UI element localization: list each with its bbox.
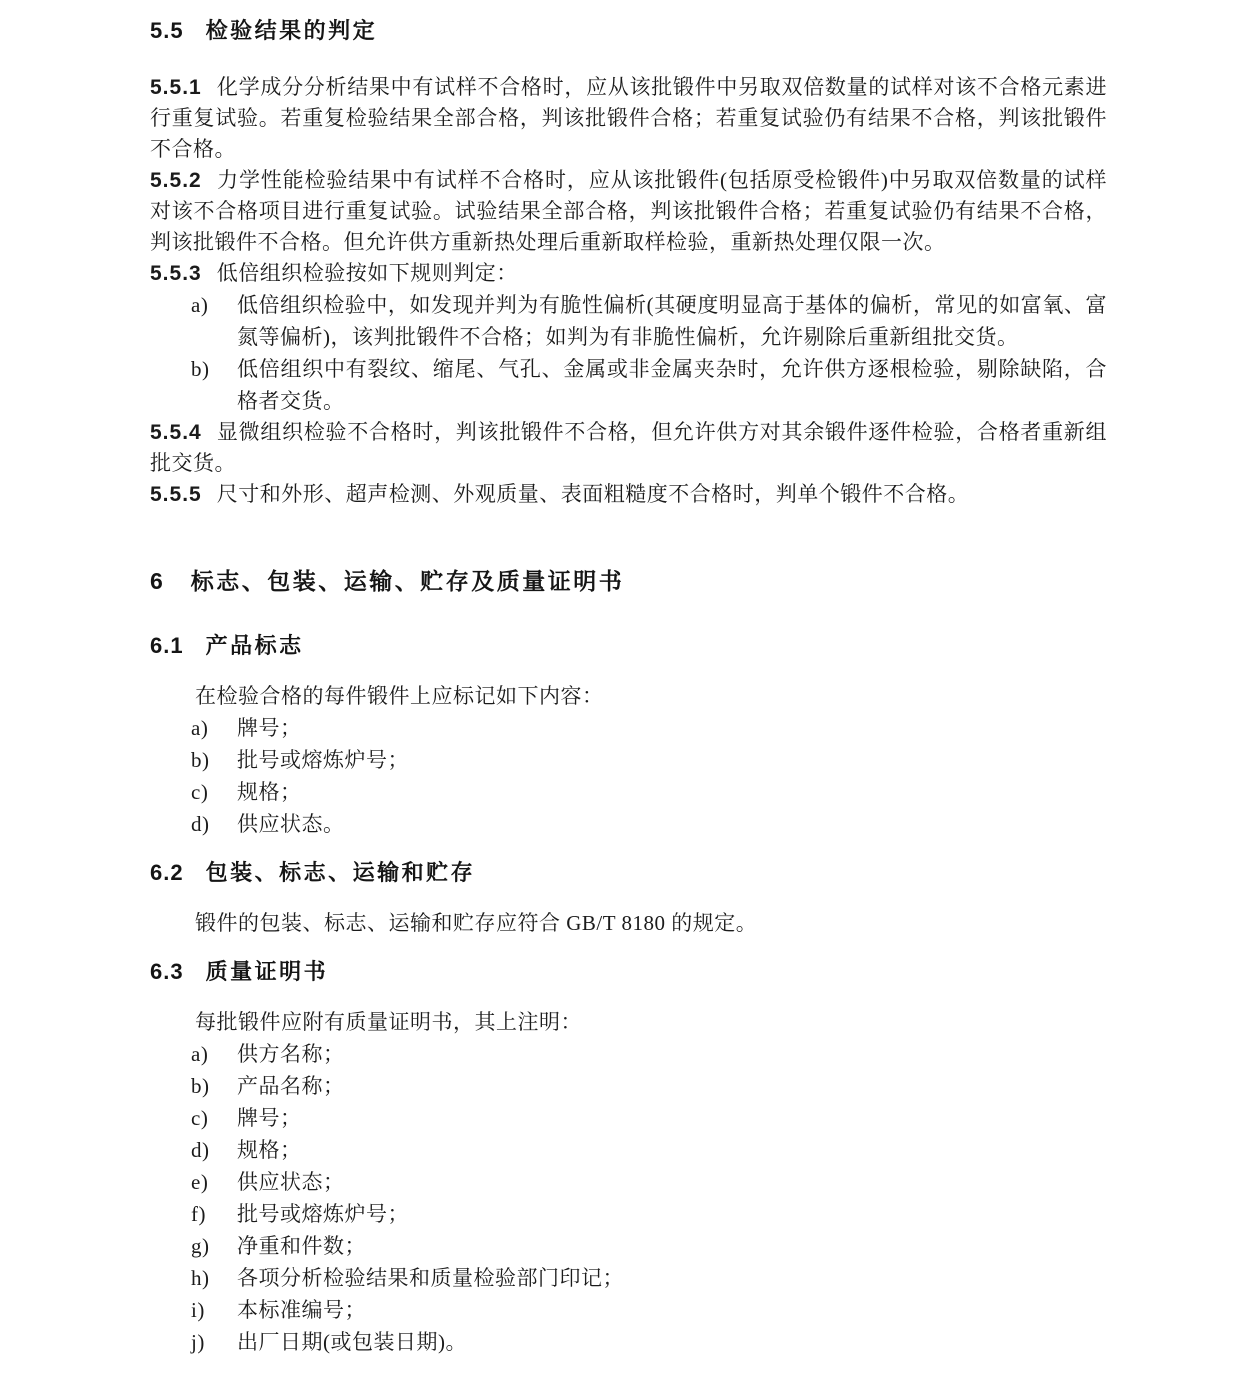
list-item: [150, 1294, 1107, 1326]
section-title: 质量证明书: [205, 959, 329, 984]
clause-text: 低倍组织检验按如下规则判定：: [216, 261, 518, 285]
list-item-letter: b): [191, 1074, 210, 1098]
clause-text: 力学性能检验结果中有试样不合格时，应从该批锻件(包括原受检锻件)中另取双倍数量的试样对该不合格项目进行重复试验。试验结果全部合格，判该批锻件合格；若重复试验仍有结果不合格，判该批锻件不合格。但允许供方重新热处理后重新取样检验，重新热处理仅限一次。: [150, 168, 1107, 254]
list-item-text: 牌号；: [237, 716, 302, 740]
list-item: [150, 1198, 1107, 1230]
clause-number: 5.5.4: [150, 421, 202, 444]
list-item-letter: f): [191, 1202, 206, 1226]
list-item: [150, 289, 1107, 353]
section-title: 产品标志: [205, 633, 304, 658]
list-item-text: 批号或熔炼炉号；: [237, 748, 409, 772]
lead-paragraph: [150, 908, 1107, 939]
section-title: 标志、包装、运输、贮存及质量证明书: [190, 568, 625, 594]
list-item-text: 各项分析检验结果和质量检验部门印记；: [237, 1266, 624, 1290]
list-item: [150, 1102, 1107, 1134]
section-heading: [150, 858, 1107, 888]
list-item-text: 本标准编号；: [237, 1298, 366, 1322]
list-item-letter: h): [191, 1266, 210, 1290]
list-item-letter: a): [191, 1042, 209, 1066]
section-heading: [150, 565, 1107, 597]
list-item-text: 供应状态。: [237, 812, 345, 836]
section-heading: [150, 16, 1107, 46]
clause-paragraph: [150, 417, 1107, 479]
list-item: [150, 808, 1107, 840]
section-title: 包装、标志、运输和贮存: [205, 860, 476, 885]
list-item-text: 净重和件数；: [237, 1234, 366, 1258]
list-item-letter: e): [191, 1170, 209, 1194]
list-item-text: 批号或熔炼炉号；: [237, 1202, 409, 1226]
list-item-letter: d): [191, 1138, 210, 1162]
list-item: [150, 1326, 1107, 1358]
lead-paragraph: [150, 681, 1107, 712]
section-title: 检验结果的判定: [205, 18, 378, 43]
list-item: [150, 1070, 1107, 1102]
list-item-text: 供应状态；: [237, 1170, 345, 1194]
list-item-text: 出厂日期(或包装日期)。: [237, 1330, 467, 1354]
paragraph-text: 每批锻件应附有质量证明书，其上注明：: [195, 1010, 582, 1034]
list-item: [150, 1038, 1107, 1070]
list-item-text: 低倍组织中有裂纹、缩尾、气孔、金属或非金属夹杂时，允许供方逐根检验，剔除缺陷，合格者交货。: [237, 357, 1107, 413]
paragraph-text: 锻件的包装、标志、运输和贮存应符合 GB/T 8180 的规定。: [195, 911, 758, 935]
clause-paragraph: [150, 479, 1107, 510]
list-item-letter: a): [191, 716, 209, 740]
section-number: 6.1: [150, 633, 184, 658]
list-item-letter: a): [191, 293, 209, 317]
list-item-letter: b): [191, 357, 210, 381]
list-item-text: 牌号；: [237, 1106, 302, 1130]
clause-paragraph: [150, 165, 1107, 258]
section-number: 5.5: [150, 18, 184, 43]
section-heading: [150, 957, 1107, 987]
list-item-text: 产品名称；: [237, 1074, 345, 1098]
list-item-letter: c): [191, 1106, 209, 1130]
list-item: [150, 1230, 1107, 1262]
list-item-text: 供方名称；: [237, 1042, 345, 1066]
clause-text: 化学成分分析结果中有试样不合格时，应从该批锻件中另取双倍数量的试样对该不合格元素进行重复试验。若重复检验结果全部合格，判该批锻件合格；若重复试验仍有结果不合格，判该批锻件不合格。: [150, 75, 1107, 161]
list-item: [150, 1166, 1107, 1198]
clause-paragraph: [150, 258, 1107, 289]
list-item: [150, 353, 1107, 417]
list-item-text: 规格；: [237, 1138, 302, 1162]
clause-paragraph: [150, 72, 1107, 165]
list-item-letter: d): [191, 812, 210, 836]
list-item: [150, 712, 1107, 744]
list-item: [150, 1262, 1107, 1294]
clause-number: 5.5.5: [150, 483, 202, 506]
lead-paragraph: [150, 1007, 1107, 1038]
section-number: 6: [150, 568, 164, 594]
list-item-text: 规格；: [237, 780, 302, 804]
section-number: 6.2: [150, 860, 184, 885]
list-item-letter: i): [191, 1298, 205, 1322]
clause-number: 5.5.3: [150, 262, 202, 285]
clause-number: 5.5.2: [150, 169, 202, 192]
list-item: [150, 744, 1107, 776]
section-heading: [150, 631, 1107, 661]
list-item-letter: b): [191, 748, 210, 772]
list-item-letter: j): [191, 1330, 205, 1354]
clause-text: 尺寸和外形、超声检测、外观质量、表面粗糙度不合格时，判单个锻件不合格。: [216, 482, 970, 506]
paragraph-text: 在检验合格的每件锻件上应标记如下内容：: [195, 684, 604, 708]
list-item-text: 低倍组织检验中，如发现并判为有脆性偏析(其硬度明显高于基体的偏析，常见的如富氧、富氮等偏析)，该判批锻件不合格；如判为有非脆性偏析，允许剔除后重新组批交货。: [237, 293, 1107, 349]
clause-number: 5.5.1: [150, 76, 202, 99]
list-item: [150, 1134, 1107, 1166]
list-item-letter: g): [191, 1234, 210, 1258]
section-number: 6.3: [150, 959, 184, 984]
list-item-letter: c): [191, 780, 209, 804]
list-item: [150, 776, 1107, 808]
clause-text: 显微组织检验不合格时，判该批锻件不合格，但允许供方对其余锻件逐件检验，合格者重新组批交货。: [150, 420, 1107, 475]
